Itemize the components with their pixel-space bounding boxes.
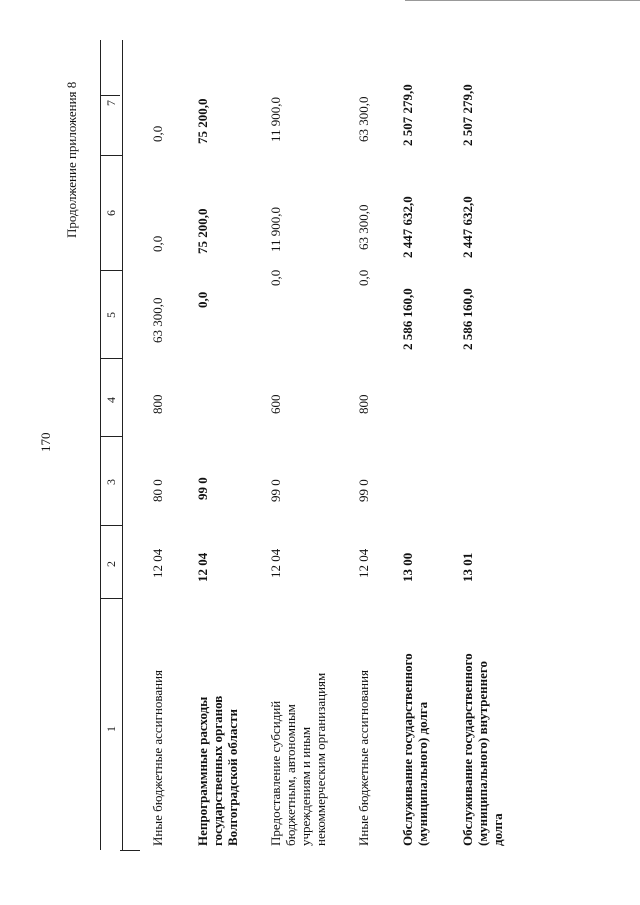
cell-c5: 2 586 160,0 bbox=[400, 288, 415, 350]
row-name: Иные бюджетные ассигнования bbox=[150, 669, 165, 846]
cell-c4: 800 bbox=[356, 394, 371, 414]
cell-c3: 99 0 bbox=[268, 479, 283, 502]
cell-c4: 800 bbox=[150, 394, 165, 414]
grid-line bbox=[100, 270, 122, 271]
cell-c2: 12 04 bbox=[195, 552, 210, 582]
cell-c7: 75 200,0 bbox=[195, 98, 210, 144]
cell-c7: 0,0 bbox=[150, 125, 165, 142]
cell-c3: 99 0 bbox=[356, 479, 371, 502]
row-name: Иные бюджетные ассигнования bbox=[356, 669, 371, 846]
grid-line bbox=[100, 358, 122, 359]
header-col-1: 1 bbox=[104, 726, 118, 732]
grid-line bbox=[100, 95, 120, 96]
row-name: Обслуживание государственного (муниципального) долга bbox=[400, 653, 430, 846]
header-col-4: 4 bbox=[104, 397, 118, 403]
header-col-2: 2 bbox=[104, 561, 118, 567]
row-name: Непрограммные расходы государственных органов Волгоградской области bbox=[195, 695, 240, 846]
cell-c2: 13 01 bbox=[460, 552, 475, 582]
grid-line bbox=[122, 40, 123, 850]
grid-line bbox=[100, 436, 122, 437]
cell-c3: 99 0 bbox=[195, 477, 210, 500]
cell-c5: 2 586 160,0 bbox=[460, 288, 475, 350]
cell-c7: 2 507 279,0 bbox=[460, 84, 475, 146]
cell-c2: 12 04 bbox=[268, 548, 283, 578]
cell-c2: 12 04 bbox=[150, 548, 165, 578]
header-col-6: 6 bbox=[104, 210, 118, 216]
grid-line bbox=[100, 40, 101, 850]
cell-c6: 63 300,0 bbox=[356, 204, 371, 250]
cell-c7: 11 900,0 bbox=[268, 96, 283, 142]
cell-c6: 11 900,0 bbox=[268, 206, 283, 252]
grid-line bbox=[100, 598, 122, 599]
cell-c6: 75 200,0 bbox=[195, 208, 210, 254]
continuation-caption: Продолжение приложения 8 bbox=[64, 81, 79, 238]
cell-c7: 2 507 279,0 bbox=[400, 84, 415, 146]
cell-c6: 0,0 bbox=[150, 235, 165, 252]
cell-c2: 13 00 bbox=[400, 552, 415, 582]
cell-c4: 600 bbox=[268, 394, 283, 414]
cell-c5: 63 300,0 bbox=[150, 297, 165, 343]
cell-c5: 0,0 bbox=[268, 269, 283, 286]
header-col-5: 5 bbox=[104, 312, 118, 318]
header-col-3: 3 bbox=[104, 479, 118, 485]
scan-edge-line bbox=[405, 0, 640, 1]
cell-c2: 12 04 bbox=[356, 548, 371, 578]
header-col-7: 7 bbox=[104, 100, 118, 106]
row-name: Предоставление субсидий бюджетным, автономным учреждениям и иным некоммерческим организациям bbox=[268, 672, 328, 846]
row-name: Обслуживание государственного (муниципального) внутреннего долга bbox=[460, 653, 505, 846]
cell-c5: 0,0 bbox=[356, 269, 371, 286]
grid-line bbox=[120, 850, 140, 851]
cell-c7: 63 300,0 bbox=[356, 96, 371, 142]
grid-line bbox=[100, 525, 122, 526]
cell-c5: 0,0 bbox=[195, 291, 210, 308]
cell-c6: 2 447 632,0 bbox=[400, 196, 415, 258]
cell-c3: 80 0 bbox=[150, 479, 165, 502]
page-number: 170 bbox=[38, 432, 53, 452]
cell-c6: 2 447 632,0 bbox=[460, 196, 475, 258]
grid-line bbox=[100, 155, 122, 156]
